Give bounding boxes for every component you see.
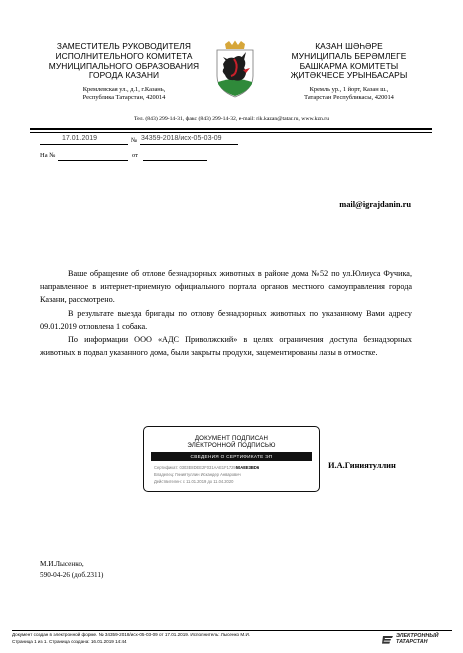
registration-number-sign: № [131,137,138,144]
footer-line: Документ создан в электронной форме. № 34359-2018/исх-05-03-09 от 17.01.2019. Исполнитель: Лысенко М.И. [12,632,251,637]
stamp-owner-row: Владелец: Гиниятуллин Искандер Анварович [154,472,241,477]
letter-body [40,267,412,359]
letterhead-left [38,42,210,102]
org-line: ЗАМЕСТИТЕЛЬ РУКОВОДИТЕЛЯ [56,41,192,51]
kazan-coat-of-arms-emblem [213,40,257,98]
electronic-tatarstan-icon [382,634,394,645]
org-name-tatar [268,42,430,81]
electronic-signature-stamp [143,426,320,492]
logo-text [396,633,439,646]
logo-text-line: ЭЛЕКТРОННЫЙ [396,633,439,639]
org-line: МУНИЦИПАЛЬНОГО ОБРАЗОВАНИЯ [48,60,200,71]
org-line: БАШКАРМА КОМИТЕТЫ [299,60,399,71]
registration-date: 17.01.2019 [62,135,98,142]
executor-phone: 590-04-26 (доб.2311) [40,571,104,579]
footer-line: Страница 1 из 1. Страница создана: 16.01.2019 14:44 [12,638,127,644]
body-paragraph: Ваше обращение об отлове безнадзорных животных в районе дома №52 по ул.Юлиуса Фучика, направленное в интернет-приемную официального портала органов местного самоуправления города Казани, рассмотрено. [40,269,412,305]
org-line: МУНИЦИПАЛЬ БЕРӘМЛЕГЕ [291,50,407,61]
header-divider-thin [30,132,432,133]
date-underline [40,144,128,145]
org-line: ИСПОЛНИТЕЛЬНОГО КОМИТЕТА [55,50,193,61]
stamp-certificate-row [154,465,259,470]
executor-info [40,559,103,581]
registration-number: 34359-2018/исх-05-03-09 [141,135,222,142]
header-divider [30,128,432,130]
electronic-tatarstan-logo [382,632,452,648]
address-line: Кремлевская ул., д.1, г.Казань, [82,86,166,94]
certificate-id-part: 0303E8DEE2F031AAE1F1729 [179,465,236,470]
org-name-russian [38,42,210,81]
stamp-validity-row: Действителен: с 11.01.2019 до 11.04.2020 [154,479,234,484]
certificate-id-bold: 50AEE3BD6 [235,465,260,470]
contact-info: Тел. (843) 299-14-31, факс (843) 299-14-32, e-mail: rik.kazan@tatar.ru, www.kzn.ru [133,116,330,122]
reference-date-underline [143,160,207,161]
recipient-email: mail@igrajdanin.ru [339,200,411,209]
reference-number-underline [58,160,128,161]
letterhead-right [268,42,430,102]
document-footer [12,632,250,645]
stamp-title-line: ДОКУМЕНТ ПОДПИСАН [194,435,269,442]
certificate-label: Сертификат: [154,465,179,470]
signer-name: И.А.Гиниятуллин [328,461,396,470]
executor-name: М.И.Лысенко, [40,560,84,568]
logo-text-line: ТАТАРСТАН [396,639,428,646]
body-paragraph: По информации ООО «АДС Приволжский» в целях ограничения доступа безнадзорных животных в подвал указанного дома, были закрыты продухи, зацементированы лазы в отмостке. [40,335,412,358]
reference-number-label: На № [40,152,56,159]
address-line: Республика Татарстан, 420014 [82,94,166,102]
org-line: КАЗАН ШӘҺӘРЕ [315,41,383,51]
stamp-title-line: ЭЛЕКТРОННОЙ ПОДПИСЬЮ [187,442,276,450]
number-underline [140,144,238,145]
address-line: Татарстан Республикасы, 420014 [304,94,394,102]
body-paragraph: В результате выезда бригады по отлову безнадзорных животных по указанному Вами адресу 09.01.2019 отловлена 1 собака. [40,308,412,331]
org-line: ГОРОДА КАЗАНИ [88,70,160,81]
stamp-title [144,435,319,449]
footer-divider [12,630,452,631]
org-line: ҖИТӘКЧЕСЕ УРЫНБАСАРЫ [290,70,408,81]
reference-date-label: от [132,152,139,159]
address-line: Кремль ур., 1 йорт, Казан ш., [309,86,389,94]
address-tatar [268,86,430,102]
stamp-certificate-bar: СВЕДЕНИЯ О СЕРТИФИКАТЕ ЭП [151,452,312,461]
address-russian [38,86,210,102]
